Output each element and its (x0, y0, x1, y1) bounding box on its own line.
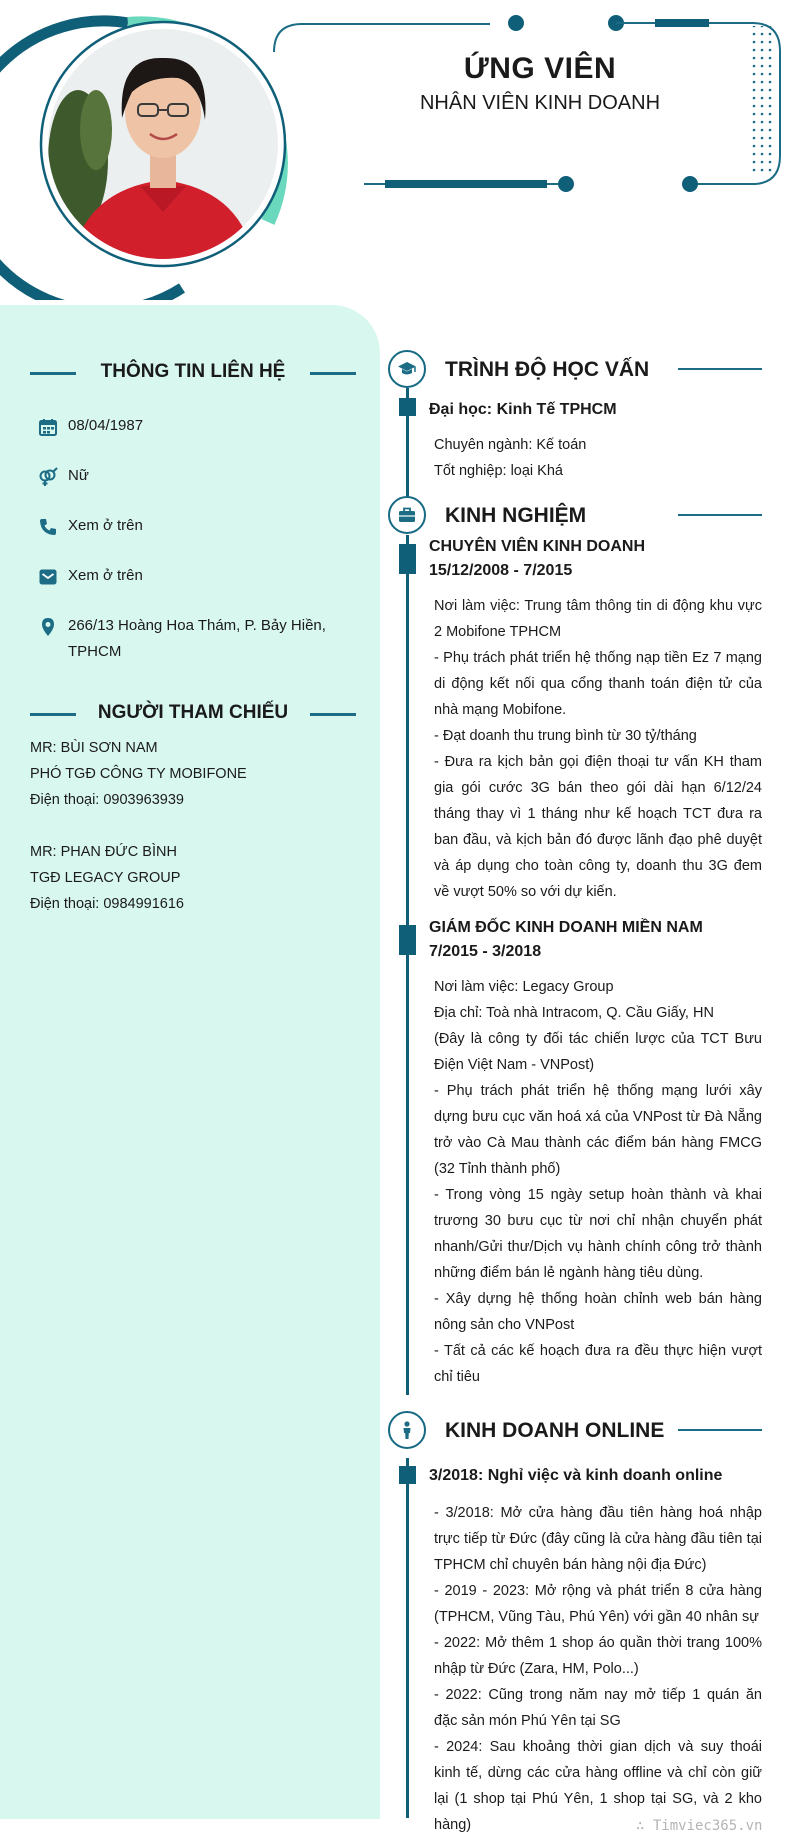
job-2-line: Nơi làm việc: Legacy Group (434, 979, 614, 995)
online-line: - 2019 - 2023: Mở rộng và phát triển 8 cửa hàng (TPHCM, Vũng Tàu, Phú Yên) với gần 40 nhân sự (434, 1583, 762, 1625)
briefcase-icon (397, 505, 417, 525)
online-marker (399, 1466, 416, 1484)
reference-2-name: MR: PHAN ĐỨC BÌNH (30, 844, 177, 860)
candidate-role: NHÂN VIÊN KINH DOANH (419, 92, 661, 114)
online-subtitle: 3/2018: Nghỉ việc và kinh doanh online (429, 1467, 723, 1484)
timeline-online (406, 1458, 409, 1818)
calendar-icon (38, 417, 58, 437)
experience-rule (678, 514, 762, 516)
job-1-line: Nơi làm việc: Trung tâm thông tin di động khu vực 2 Mobifone TPHCM (434, 598, 762, 640)
graduation-cap-icon (397, 359, 417, 379)
job-2-line: (Đây là công ty đối tác chiến lược của TCT Bưu Điện Việt Nam - VNPost) (434, 1031, 762, 1073)
experience-section-icon (388, 496, 426, 534)
education-grade: Tốt nghiệp: loại Khá (434, 463, 563, 479)
job-2-line: - Tất cả các kế hoạch đưa ra đều thực hiện vượt chỉ tiêu (434, 1343, 762, 1385)
job-2-period: 7/2015 - 3/2018 (429, 943, 542, 960)
online-title: KINH DOANH ONLINE (445, 1419, 665, 1442)
job-2-title: GIÁM ĐỐC KINH DOANH MIỀN NAM (429, 919, 703, 936)
gender-icon (38, 467, 58, 487)
experience-title: KINH NGHIỆM (445, 504, 587, 527)
person-icon (397, 1420, 417, 1440)
job-1-period: 15/12/2008 - 7/2015 (429, 562, 573, 579)
job-2-line: - Phụ trách phát triển hệ thống mạng lưới xây dựng bưu cục văn hoá xá của VNPost từ Đà Nẵng trở vào Cà Mau thành các điểm bán hàng FMCG (32 Tỉnh thành phố) (434, 1083, 762, 1177)
birthdate-value: 08/04/1987 (68, 417, 144, 434)
phone-value[interactable]: Xem ở trên (68, 517, 143, 534)
online-line: - 2024: Sau khoảng thời gian dịch và suy thoái kinh tế, dừng các cửa hàng offline và chỉ còn giữ lại (1 shop tại Phú Yên, 1 shop tại SG, và 2 kho hàng) (434, 1739, 762, 1833)
education-school: Đại học: Kinh Tế TPHCM (429, 401, 617, 418)
online-section-icon (388, 1411, 426, 1449)
job-2-heading (429, 916, 769, 964)
header-decoration (0, 0, 800, 300)
online-line: - 3/2018: Mở cửa hàng đầu tiên hàng hoá nhập trực tiếp từ Đức (đây cũng là cửa hàng đầu tiên tại TPHCM chỉ chuyên bán hàng nội địa Đức) (434, 1505, 762, 1573)
education-marker (399, 398, 416, 416)
reference-2-phone: Điện thoại: 0984991616 (30, 896, 184, 912)
online-rule (678, 1429, 762, 1431)
phone-icon (38, 517, 58, 537)
job-1-line: - Đạt doanh thu trung bình từ 30 tỷ/tháng (434, 728, 697, 744)
watermark: ∴ Timviec365.vn (636, 1818, 763, 1834)
job-1-line: - Đưa ra kịch bản gọi điện thoại tư vấn KH tham gia gói cước 3G bán theo gói dài hạn 6/12/24 tháng thay vì 1 tháng như kế hoạch TCT đưa ra ban đầu, và kịch bản đó được lãnh đạo phê duyệt và áp dụng cho toàn công ty, doanh thu 3G đem về vượt 50% so với dự kiến. (434, 754, 762, 900)
contact-heading-text: THÔNG TIN LIÊN HỆ (100, 361, 286, 382)
reference-1 (30, 735, 360, 813)
job-1-heading (429, 535, 769, 583)
job-2-marker (399, 925, 416, 955)
education-title: TRÌNH ĐỘ HỌC VẤN (445, 358, 650, 381)
reference-1-phone: Điện thoại: 0903963939 (30, 792, 184, 808)
online-line: - 2022: Cũng trong năm nay mở tiếp 1 quán ăn đặc sản món Phú Yên tại SG (434, 1687, 762, 1729)
job-2-line: - Xây dựng hệ thống hoàn chỉnh web bán hàng nông sản cho VNPost (434, 1291, 762, 1333)
gender-value: Nữ (68, 467, 89, 484)
online-details (434, 1500, 762, 1838)
candidate-name: ỨNG VIÊN (463, 52, 617, 85)
reference-1-title: PHÓ TGĐ CÔNG TY MOBIFONE (30, 766, 247, 782)
reference-1-name: MR: BÙI SƠN NAM (30, 740, 158, 756)
references-heading-text: NGƯỜI THAM CHIẾU (97, 702, 289, 723)
job-1-title: CHUYÊN VIÊN KINH DOANH (429, 538, 646, 555)
job-2-line: - Trong vòng 15 ngày setup hoàn thành và khai trương 30 bưu cục từ nơi chỉ nhận chuyển phát nhanh/Gửi thư/Dịch vụ hành chính công trở thành những điểm bán lẻ ngành hàng tiêu dùng. (434, 1187, 762, 1281)
education-rule (678, 368, 762, 370)
education-section-icon (388, 350, 426, 388)
reference-2-title: TGĐ LEGACY GROUP (30, 870, 181, 886)
job-2-details (434, 974, 762, 1390)
location-icon (38, 617, 58, 637)
online-line: - 2022: Mở thêm 1 shop áo quần thời trang 100% nhập từ Đức (Zara, HM, Polo...) (434, 1635, 762, 1677)
job-1-line: - Phụ trách phát triển hệ thống nạp tiền Ez 7 mạng di động kết nối qua cổng thanh toán điện tử của nhà mạng Mobifone. (434, 650, 762, 718)
dot-pattern (748, 26, 776, 176)
address-value: 266/13 Hoàng Hoa Thám, P. Bảy Hiền, TPHCM (68, 617, 326, 660)
job-1-marker (399, 544, 416, 574)
references-heading (30, 702, 356, 726)
email-value[interactable]: Xem ở trên (68, 567, 143, 584)
timeline-experience (406, 535, 409, 940)
education-details (434, 432, 762, 484)
reference-2 (30, 839, 360, 917)
job-1-details (434, 593, 762, 905)
timeline-experience-2 (406, 915, 409, 1395)
job-2-line: Địa chỉ: Toà nhà Intracom, Q. Cầu Giấy, HN (434, 1005, 714, 1021)
education-major: Chuyên ngành: Kế toán (434, 437, 587, 453)
email-icon (38, 567, 58, 587)
contact-heading (30, 361, 356, 385)
